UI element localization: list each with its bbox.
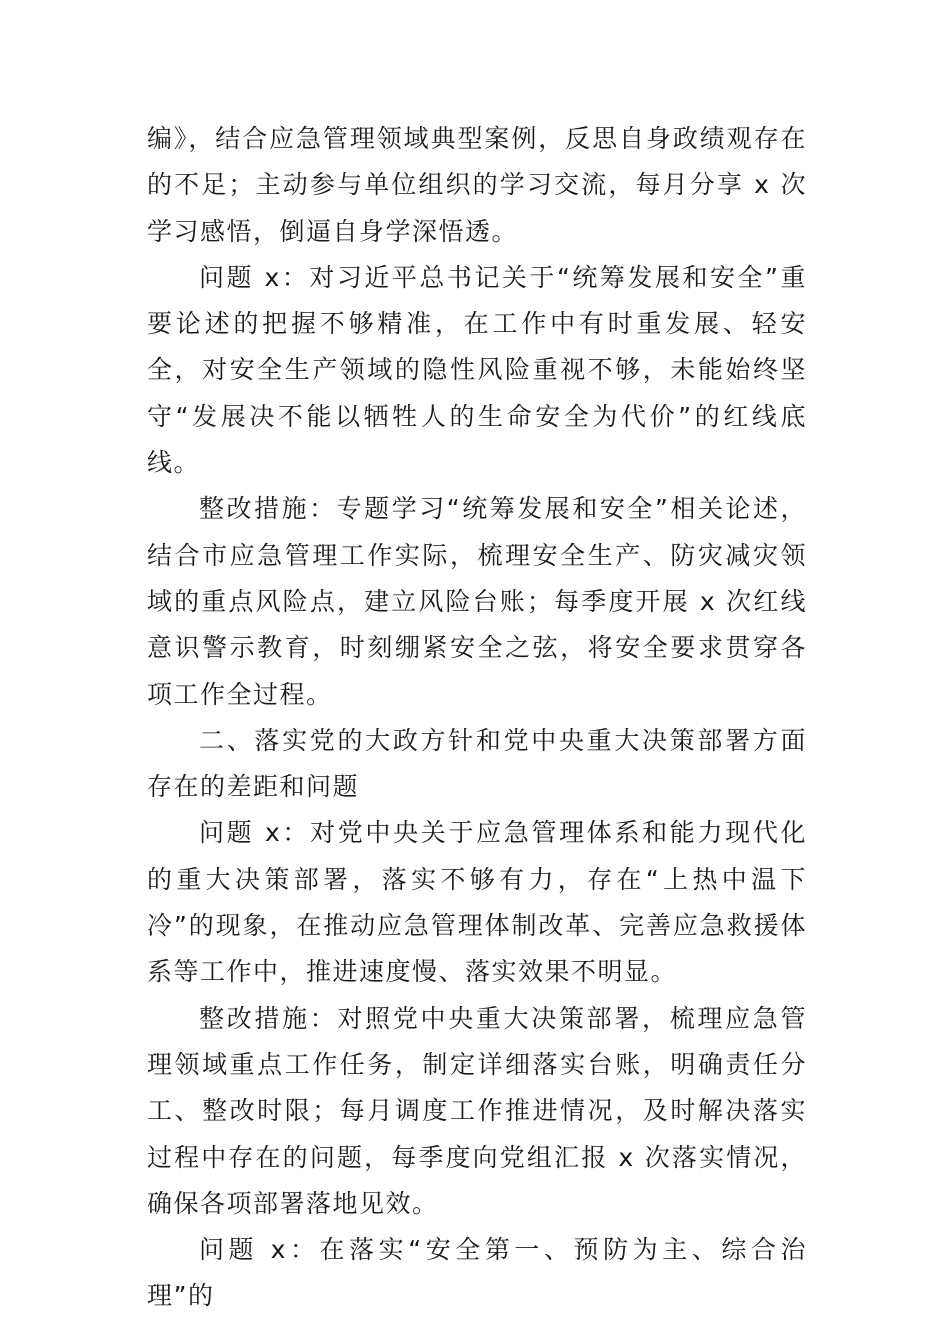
- paragraph-problem: 问题 x：对党中央关于应急管理体系和能力现代化的重大决策部署，落实不够有力，存在“上热中温下冷”的现象，在推动应急管理体制改革、完善应急救援体系等工作中，推进速度慢、落实效果不明显。: [147, 818, 807, 987]
- paragraph-problem: 问题 x：在落实“安全第一、预防为主、综合治理”的: [147, 1235, 807, 1311]
- paragraph-rectification: 整改措施：专题学习“统筹发展和安全”相关论述，结合市应急管理工作实际，梳理安全生产、防灾减灾领域的重点风险点，建立风险台账；每季度开展 x 次红线意识警示教育，时刻绷紧安全之弦，将安全要求贯穿各项工作全过程。: [147, 494, 807, 709]
- section-heading: 二、落实党的大政方针和党中央重大决策部署方面存在的差距和问题: [147, 725, 807, 802]
- paragraph-rectification: 整改措施：对照党中央重大决策部署，梳理应急管理领域重点工作任务，制定详细落实台账，明确责任分工、整改时限；每月调度工作推进情况，及时解决落实过程中存在的问题，每季度向党组汇报 x 次落实情况，确保各项部署落地见效。: [147, 1003, 807, 1218]
- paragraph-continuation: 编》，结合应急管理领域典型案例，反思自身政绩观存在的不足；主动参与单位组织的学习交流，每月分享 x 次学习感悟，倒逼自身学深悟透。: [147, 124, 807, 246]
- document-body: [147, 116, 807, 1320]
- paragraph-problem: 问题 x：对习近平总书记关于“统筹发展和安全”重要论述的把握不够精准，在工作中有时重发展、轻安全，对安全生产领域的隐性风险重视不够，未能始终坚守“发展决不能以牺牲人的生命安全为代价”的红线底线。: [147, 262, 807, 478]
